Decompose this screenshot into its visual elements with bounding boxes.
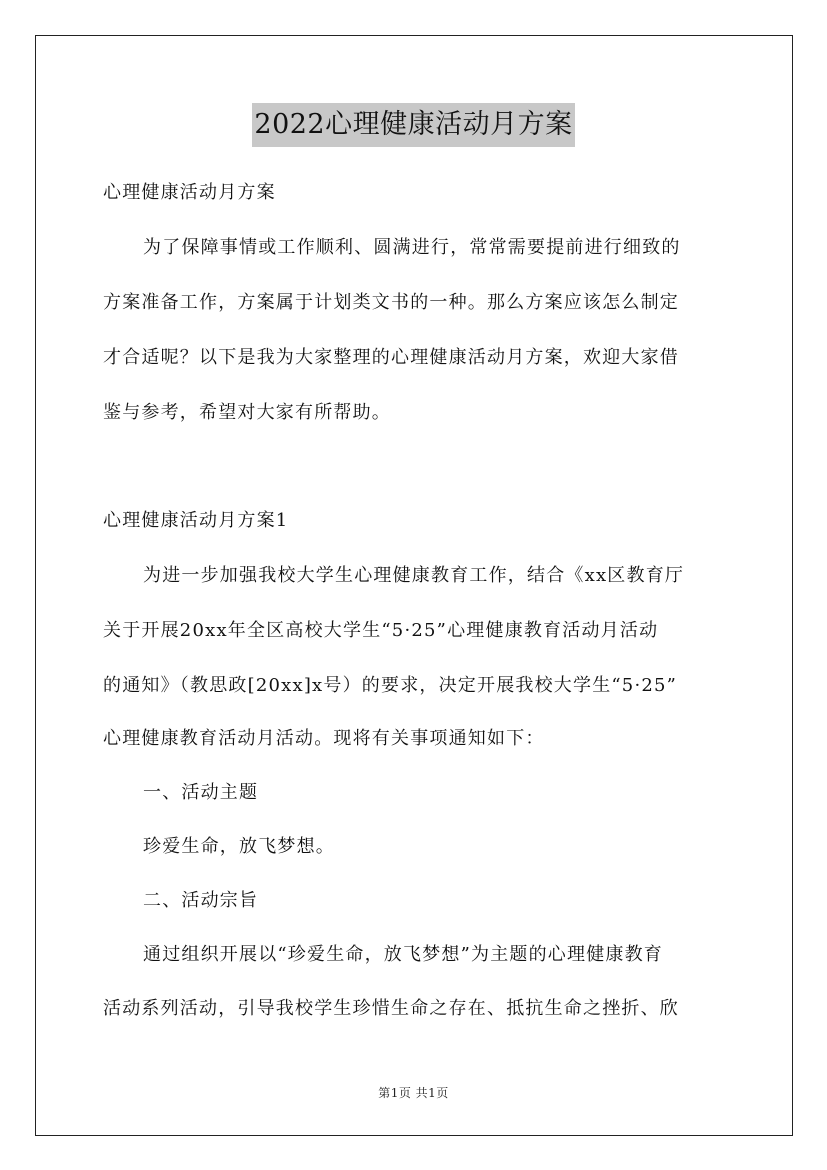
paragraph-line: 通过组织开展以“珍爱生命，放飞梦想”为主题的心理健康教育 [143, 944, 664, 965]
paragraph-line: 关于开展20xx年全区高校大学生“5·25”心理健康教育活动月活动 [103, 620, 659, 641]
paragraph-line: 的通知》（教思政[20xx]x号）的要求，决定开展我校大学生“5·25” [103, 675, 678, 696]
title-container [0, 103, 827, 147]
paragraph-line: 珍爱生命，放飞梦想。 [143, 836, 335, 857]
paragraph-line: 方案准备工作，方案属于计划类文书的一种。那么方案应该怎么制定 [103, 292, 679, 313]
paragraph-line: 才合适呢？以下是我为大家整理的心理健康活动月方案，欢迎大家借 [103, 347, 679, 368]
paragraph-line: 为了保障事情或工作顺利、圆满进行，常常需要提前进行细致的 [143, 237, 681, 258]
document-title: 2022心理健康活动月方案 [252, 103, 574, 147]
paragraph-line: 为进一步加强我校大学生心理健康教育工作，结合《xx区教育厅 [143, 565, 685, 586]
paragraph-line: 心理健康教育活动月活动。现将有关事项通知如下： [103, 728, 545, 749]
paragraph-line: 活动系列活动，引导我校学生珍惜生命之存在、抵抗生命之挫折、欣 [103, 998, 679, 1019]
paragraph-line: 鉴与参考，希望对大家有所帮助。 [103, 402, 391, 423]
subheading-line: 一、活动主题 [143, 782, 259, 803]
section-heading: 心理健康活动月方案 [103, 182, 276, 203]
subheading-line: 二、活动宗旨 [143, 890, 259, 911]
section-heading: 心理健康活动月方案1 [103, 510, 289, 531]
page-number-footer: 第1页 共1页 [378, 1086, 449, 1100]
